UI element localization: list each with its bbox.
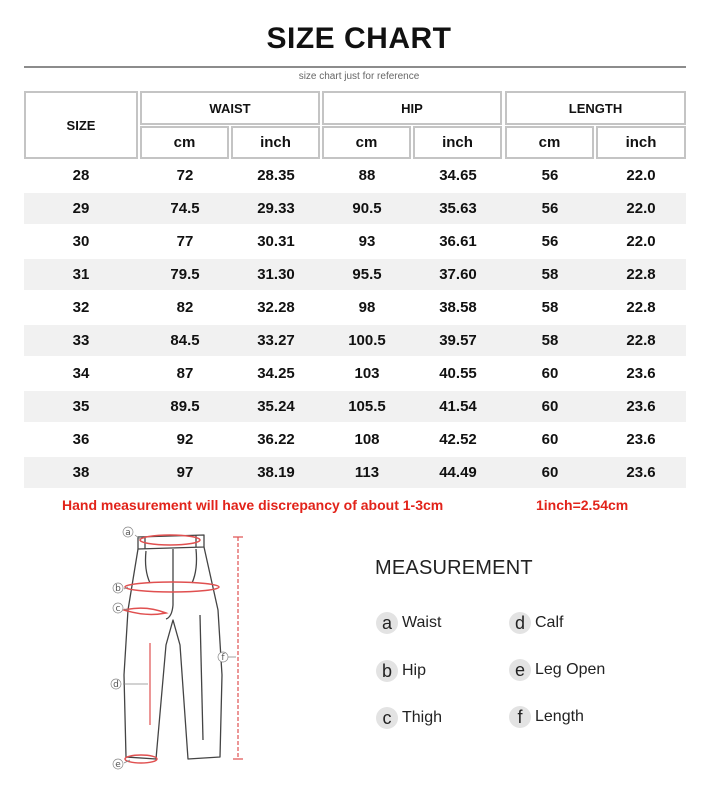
leader-lines bbox=[123, 535, 236, 763]
table-cell: 36.61 bbox=[439, 233, 477, 250]
table-cell: 22.0 bbox=[626, 200, 656, 217]
table-cell: 32.28 bbox=[257, 299, 295, 316]
legend-item-length bbox=[509, 706, 584, 728]
table-cell: 60 bbox=[541, 431, 559, 448]
table-cell: 56 bbox=[541, 167, 559, 184]
table-cell: 29 bbox=[72, 200, 90, 217]
table-cell: 35.63 bbox=[439, 200, 477, 217]
table-cell: 35.24 bbox=[257, 398, 295, 415]
marker-b: b bbox=[115, 584, 121, 594]
size-header: SIZE bbox=[24, 91, 138, 159]
table-cell: 58 bbox=[541, 332, 559, 349]
table-row bbox=[24, 457, 686, 488]
conversion-note: 1inch=2.54cm bbox=[536, 497, 629, 513]
table-cell: 89.5 bbox=[170, 398, 200, 415]
hip-cm-header: cm bbox=[322, 126, 411, 159]
table-cell: 95.5 bbox=[352, 266, 382, 283]
table-row bbox=[24, 193, 686, 224]
table-cell: 36 bbox=[72, 431, 90, 448]
measurement-title: MEASUREMENT bbox=[375, 557, 533, 579]
table-cell: 22.8 bbox=[626, 299, 656, 316]
page-title: SIZE CHART bbox=[266, 22, 452, 55]
legend-letter-d: d bbox=[509, 612, 531, 634]
legend-item-hip bbox=[376, 660, 426, 682]
table-cell: 97 bbox=[176, 464, 194, 481]
table-cell: 34 bbox=[72, 365, 90, 382]
table-row bbox=[24, 391, 686, 422]
table-cell: 37.60 bbox=[439, 266, 477, 283]
legend-letter-f: f bbox=[509, 706, 531, 728]
table-cell: 56 bbox=[541, 200, 559, 217]
table-cell: 38.19 bbox=[257, 464, 295, 481]
legend-item-waist bbox=[376, 612, 441, 634]
table-cell: 34.65 bbox=[439, 167, 477, 184]
legend-item-calf bbox=[509, 612, 563, 634]
legend-label-leg-open: Leg Open bbox=[535, 661, 606, 678]
table-cell: 39.57 bbox=[439, 332, 477, 349]
table-cell: 22.0 bbox=[626, 167, 656, 184]
title-divider bbox=[24, 66, 686, 68]
table-cell: 30.31 bbox=[257, 233, 295, 250]
waist-header: WAIST bbox=[140, 91, 320, 125]
table-cell: 84.5 bbox=[170, 332, 200, 349]
table-cell: 32 bbox=[72, 299, 90, 316]
legend-item-thigh bbox=[376, 707, 442, 729]
table-cell: 23.6 bbox=[626, 464, 656, 481]
table-cell: 30 bbox=[72, 233, 90, 250]
table-cell: 60 bbox=[541, 365, 559, 382]
table-row bbox=[24, 160, 686, 191]
table-row bbox=[24, 226, 686, 257]
table-cell: 88 bbox=[358, 167, 376, 184]
table-cell: 35 bbox=[72, 398, 90, 415]
table-cell: 23.6 bbox=[626, 365, 656, 382]
measurement-markers bbox=[124, 535, 243, 763]
hip-marker bbox=[125, 582, 219, 592]
legend-label-waist: Waist bbox=[402, 614, 442, 631]
table-cell: 77 bbox=[176, 233, 194, 250]
table-cell: 92 bbox=[176, 431, 194, 448]
hip-header: HIP bbox=[322, 91, 502, 125]
table-cell: 33.27 bbox=[257, 332, 295, 349]
pants-outline bbox=[124, 535, 222, 759]
legend-label-thigh: Thigh bbox=[402, 709, 443, 726]
table-cell: 56 bbox=[541, 233, 559, 250]
pants-diagram bbox=[100, 525, 275, 775]
table-cell: 31.30 bbox=[257, 266, 295, 283]
table-cell: 23.6 bbox=[626, 398, 656, 415]
table-cell: 74.5 bbox=[170, 200, 200, 217]
table-cell: 41.54 bbox=[439, 398, 477, 415]
marker-e: e bbox=[115, 760, 121, 770]
table-cell: 34.25 bbox=[257, 365, 295, 382]
table-cell: 31 bbox=[72, 266, 90, 283]
thigh-marker bbox=[124, 608, 166, 614]
table-cell: 105.5 bbox=[348, 398, 386, 415]
table-cell: 33 bbox=[72, 332, 90, 349]
table-cell: 60 bbox=[541, 398, 559, 415]
legend-letter-a: a bbox=[376, 612, 398, 634]
table-cell: 44.49 bbox=[439, 464, 477, 481]
table-cell: 72 bbox=[176, 167, 194, 184]
legend-label-calf: Calf bbox=[535, 614, 564, 631]
table-row bbox=[24, 424, 686, 455]
table-cell: 93 bbox=[358, 233, 376, 250]
table-cell: 108 bbox=[354, 431, 380, 448]
table-cell: 23.6 bbox=[626, 431, 656, 448]
table-row bbox=[24, 358, 686, 389]
table-cell: 38 bbox=[72, 464, 90, 481]
marker-a: a bbox=[125, 528, 131, 538]
table-row bbox=[24, 292, 686, 323]
table-cell: 28.35 bbox=[257, 167, 295, 184]
marker-c: c bbox=[115, 604, 121, 614]
table-cell: 28 bbox=[72, 167, 90, 184]
table-cell: 90.5 bbox=[352, 200, 382, 217]
length-cm-header: cm bbox=[505, 126, 594, 159]
length-header: LENGTH bbox=[505, 91, 686, 125]
waist-inch-header: inch bbox=[231, 126, 320, 159]
legend-label-length: Length bbox=[535, 708, 584, 725]
table-cell: 113 bbox=[354, 464, 380, 481]
table-cell: 79.5 bbox=[170, 266, 200, 283]
subtitle: size chart just for reference bbox=[298, 71, 420, 82]
table-cell: 98 bbox=[358, 299, 376, 316]
table-cell: 29.33 bbox=[257, 200, 295, 217]
legend-label-hip: Hip bbox=[402, 662, 427, 679]
table-cell: 38.58 bbox=[439, 299, 477, 316]
table-row bbox=[24, 325, 686, 356]
table-cell: 22.8 bbox=[626, 332, 656, 349]
legend-letter-c: c bbox=[376, 707, 398, 729]
table-row bbox=[24, 259, 686, 290]
table-cell: 87 bbox=[176, 365, 194, 382]
hip-inch-header: inch bbox=[413, 126, 502, 159]
discrepancy-note: Hand measurement will have discrepancy of about 1-3cm bbox=[62, 497, 444, 513]
table-cell: 40.55 bbox=[439, 365, 477, 382]
marker-f: f bbox=[221, 653, 225, 663]
table-cell: 36.22 bbox=[257, 431, 295, 448]
table-cell: 103 bbox=[354, 365, 380, 382]
legend-letter-b: b bbox=[376, 660, 398, 682]
table-cell: 58 bbox=[541, 299, 559, 316]
marker-d: d bbox=[113, 680, 119, 690]
legend-item-leg-open bbox=[509, 659, 605, 681]
table-cell: 42.52 bbox=[439, 431, 477, 448]
waist-cm-header: cm bbox=[140, 126, 229, 159]
length-inch-header: inch bbox=[596, 126, 686, 159]
table-cell: 22.0 bbox=[626, 233, 656, 250]
table-cell: 60 bbox=[541, 464, 559, 481]
table-cell: 58 bbox=[541, 266, 559, 283]
table-cell: 22.8 bbox=[626, 266, 656, 283]
table-cell: 100.5 bbox=[348, 332, 386, 349]
table-cell: 82 bbox=[176, 299, 194, 316]
legend-letter-e: e bbox=[509, 659, 531, 681]
